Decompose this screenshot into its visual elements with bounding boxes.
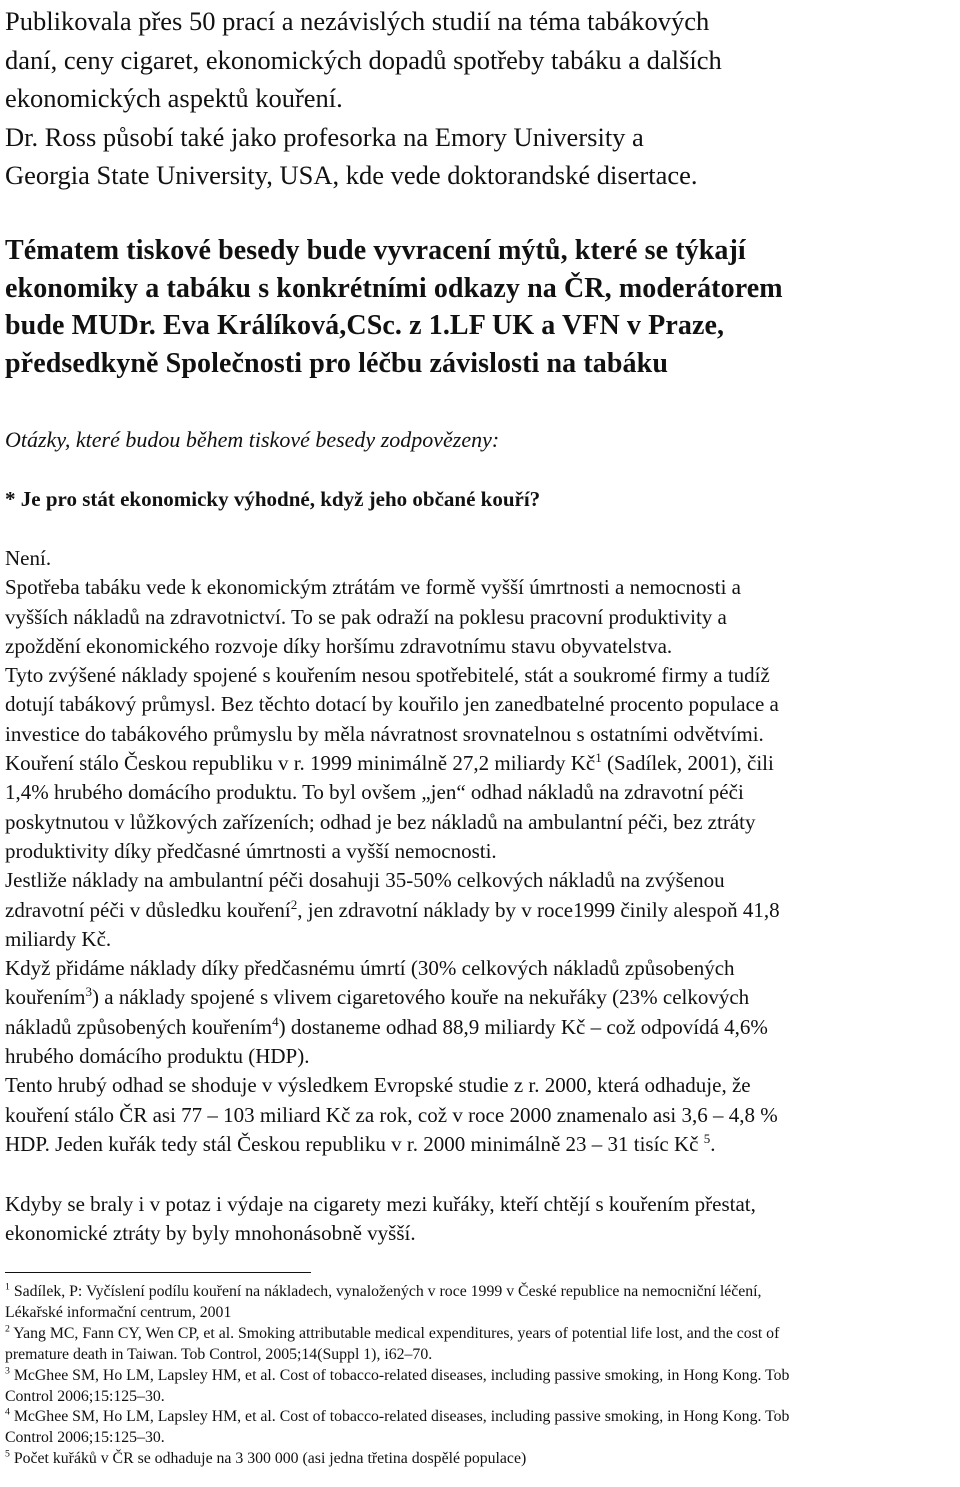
answer-line: vyšších nákladů na zdravotnictví. To se pak odraží na poklesu pracovní produktivity a	[5, 604, 727, 629]
answer-text: nákladů způsobených kouřením	[5, 1014, 273, 1039]
footnote-ref: 1	[595, 750, 602, 766]
answer-line: poskytnutou v lůžkových zařízeních; odhad je bez nákladů na ambulantní péči, bez ztráty	[5, 809, 756, 834]
answer-text: (Sadílek, 2001), čili	[601, 751, 774, 776]
answer-line	[5, 896, 780, 925]
intro-line: Publikovala přes 50 prací a nezávislých studií na téma tabákových	[5, 6, 710, 36]
topic-heading	[5, 232, 783, 383]
answer-text: Kouření stálo Českou republiku v r. 1999 minimálně 27,2 miliardy Kč	[5, 751, 596, 776]
footnote-text: Počet kuřáků v ČR se odhaduje na 3 300 000 (asi jedna třetina dospělé populace)	[9, 1450, 527, 1468]
footnote-separator	[5, 1272, 311, 1273]
answer-text: HDP. Jeden kuřák tedy stál Českou republiku v r. 2000 minimálně 23 – 31 tisíc Kč	[5, 1131, 704, 1156]
footnote-item	[5, 1449, 789, 1470]
footnote-line	[5, 1282, 789, 1303]
topic-line: předsedkyně Společnosti pro léčbu závislosti na tabáku	[5, 348, 668, 380]
question-heading: * Je pro stát ekonomicky výhodné, když jeho občané kouří?	[5, 487, 541, 511]
answer-text: ) dostaneme odhad 88,9 miliardy Kč – což odpovídá 4,6%	[278, 1014, 768, 1039]
footnote-number: 5	[5, 1448, 10, 1460]
footnote-line: Control 2006;15:125–30.	[5, 1387, 165, 1405]
footnote-text: Sadílek, P: Vyčíslení podílu kouření na nákladech, vynaložených v roce 1999 v České republice na nemocniční léčení,	[9, 1283, 762, 1300]
footnote-item	[5, 1324, 789, 1366]
footnote-line: Lékařské informační centrum, 2001	[5, 1303, 232, 1321]
answer-text: zdravotní péči v důsledku kouření	[5, 897, 291, 922]
intro-paragraph	[5, 2, 722, 195]
answer-text: kouřením	[5, 985, 86, 1010]
answer-line	[5, 749, 780, 778]
footnote-line	[5, 1407, 789, 1428]
answer-line: Jestliže náklady na ambulantní péči dosahuji 35-50% celkových nákladů na zvýšenou	[5, 868, 725, 893]
answer-line: produktivity díky předčasné úmrtnosti a vyšší nemocnosti.	[5, 838, 497, 863]
footnote-line: Control 2006;15:125–30.	[5, 1429, 165, 1447]
answer-line: investice do tabákového průmyslu by měla návratnost srovnatelnou s ostatními odvětvími.	[5, 721, 764, 746]
answer-line: Tyto zvýšené náklady spojené s kouřením nesou spotřebitelé, stát a soukromé firmy a tudíž	[5, 663, 770, 688]
answer-line: kouření stálo ČR asi 77 – 103 miliard Kč za rok, což v roce 2000 znamenalo asi 3,6 – 4,8 %	[5, 1102, 778, 1127]
footnote-number: 2	[5, 1323, 10, 1335]
answer-line: miliardy Kč.	[5, 926, 112, 951]
footnote-item	[5, 1366, 789, 1408]
answer-line	[5, 983, 780, 1012]
answer-body	[5, 544, 780, 1159]
intro-line: daní, ceny cigaret, ekonomických dopadů spotřeby tabáku a dalších	[5, 44, 722, 75]
answer-text: ) a náklady spojené s vlivem cigaretového kouře na nekuřáky (23% celkových	[92, 985, 750, 1010]
footnote-item	[5, 1282, 789, 1324]
topic-line: ekonomiky a tabáku s konkrétními odkazy na ČR, moderátorem	[5, 272, 783, 304]
footnote-number: 4	[5, 1407, 10, 1419]
footnote-ref: 5	[703, 1130, 711, 1146]
footnote-line	[5, 1366, 789, 1387]
answer-line: dotují tabákový průmysl. Bez těchto dotací by kouřilo jen zanedbatelné procento populace a	[5, 692, 779, 717]
footnote-text: Yang MC, Fann CY, Wen CP, et al. Smoking attributable medical expenditures, years of potential life lost, and the cost of	[9, 1324, 780, 1342]
footnotes	[5, 1282, 789, 1470]
footnote-ref: 4	[272, 1013, 279, 1029]
footnote-item	[5, 1407, 789, 1449]
footnote-ref: 3	[85, 984, 92, 1000]
footnote-number: 1	[5, 1281, 10, 1293]
conclusion-paragraph	[5, 1190, 756, 1249]
intro-line: ekonomických aspektů kouření.	[5, 83, 343, 113]
topic-line: bude MUDr. Eva Králíková,CSc. z 1.LF UK a VFN v Praze,	[5, 310, 725, 342]
footnote-line	[5, 1449, 789, 1470]
answer-line	[5, 1130, 780, 1159]
answer-line	[5, 1013, 780, 1042]
answer-line: Tento hrubý odhad se shoduje v výsledkem Evropské studie z r. 2000, která odhaduje, že	[5, 1073, 751, 1098]
answer-text: , jen zdravotní náklady by v roce1999 činily alespoň 41,8	[297, 897, 780, 922]
footnote-text: McGhee SM, Ho LM, Lapsley HM, et al. Cost of tobacco-related diseases, including passive smoking, in Hong Kong. Tob	[9, 1408, 790, 1426]
topic-line: Tématem tiskové besedy bude vyvracení mýtů, které se týkají	[5, 235, 746, 266]
conclusion-line: ekonomické ztráty by byly mnohonásobně vyšší.	[5, 1221, 416, 1246]
questions-label: Otázky, které budou během tiskové besedy zodpovězeny:	[5, 427, 500, 452]
footnote-ref: 2	[290, 896, 298, 912]
intro-line: Dr. Ross působí také jako profesorka na Emory University a	[5, 121, 644, 152]
footnote-number: 3	[5, 1365, 10, 1377]
answer-text: .	[710, 1131, 716, 1156]
answer-line: 1,4% hrubého domácího produktu. To byl ovšem „jen“ odhad nákladů na zdravotní péči	[5, 780, 744, 805]
intro-line: Georgia State University, USA, kde vede doktorandské disertace.	[5, 160, 698, 190]
answer-line: Spotřeba tabáku vede k ekonomickým ztrátám ve formě vyšší úmrtnosti a nemocnosti a	[5, 575, 741, 600]
footnote-line	[5, 1324, 789, 1345]
footnote-line: premature death in Taiwan. Tob Control, 2005;14(Suppl 1), i62–70.	[5, 1345, 433, 1363]
conclusion-line: Kdyby se braly i v potaz i výdaje na cigarety mezi kuřáky, kteří chtějí s kouřením přestat,	[5, 1192, 756, 1216]
answer-line: Když přidáme náklady díky předčasnému úmrtí (30% celkových nákladů způsobených	[5, 956, 735, 981]
answer-line: zpoždění ekonomického rozvoje díky horšímu zdravotnímu stavu obyvatelstva.	[5, 633, 673, 658]
answer-line: hrubého domácího produktu (HDP).	[5, 1044, 310, 1069]
footnote-text: McGhee SM, Ho LM, Lapsley HM, et al. Cost of tobacco-related diseases, including passive smoking, in Hong Kong. Tob	[9, 1366, 790, 1384]
answer-line: Není.	[5, 546, 52, 570]
